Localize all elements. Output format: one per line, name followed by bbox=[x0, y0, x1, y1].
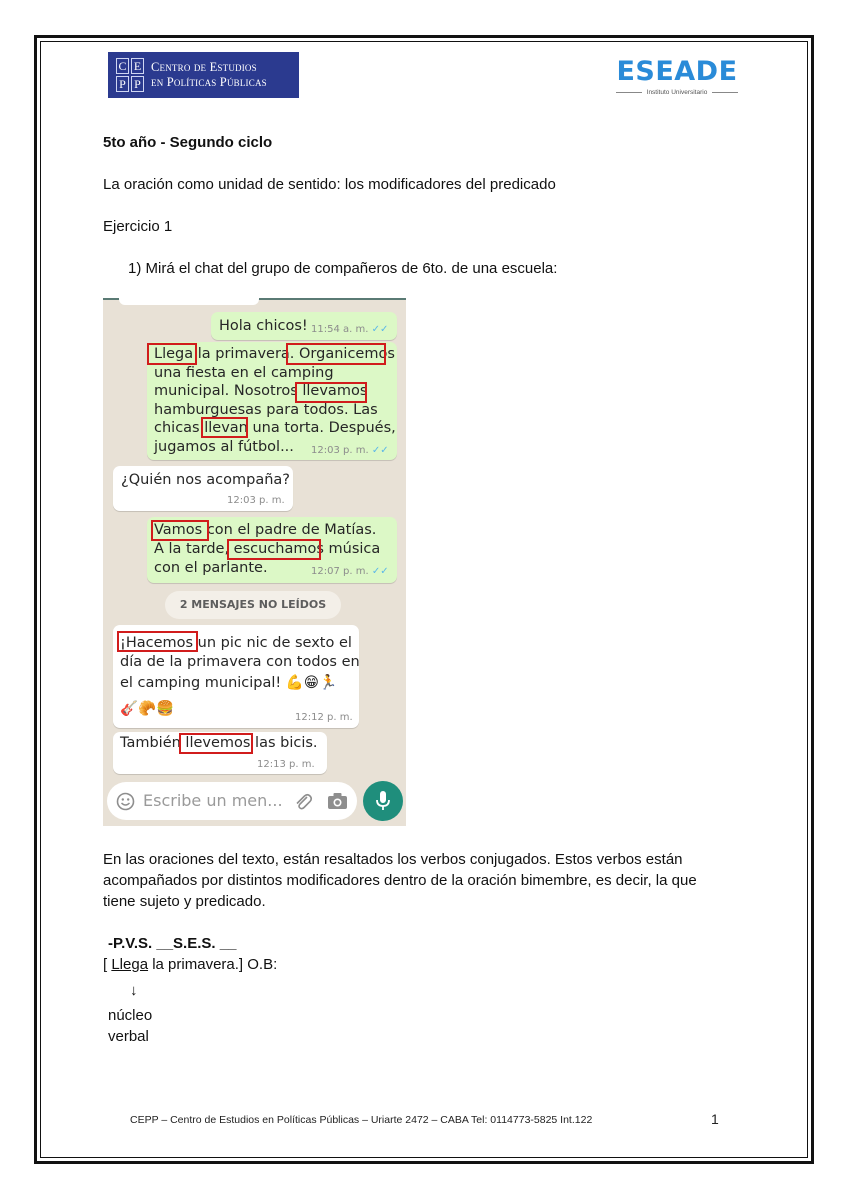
exercise-label: Ejercicio 1 bbox=[103, 218, 173, 235]
chat-input-placeholder[interactable]: Escribe un men... bbox=[143, 791, 283, 810]
chat-message-text: municipal. Nosotros llevamos bbox=[154, 383, 368, 399]
chat-message-text: jugamos al fútbol... bbox=[154, 438, 294, 455]
chat-timestamp bbox=[311, 324, 388, 335]
verb-highlight-box bbox=[179, 733, 253, 754]
chat-time: 12:03 p. m. bbox=[311, 445, 369, 456]
eseade-logo-tagline: Instituto Universitario bbox=[646, 89, 708, 96]
grade-heading: 5to año - Segundo ciclo bbox=[103, 134, 273, 151]
explanation-line: tiene sujeto y predicado. bbox=[103, 893, 266, 910]
chat-message-text: una fiesta en el camping bbox=[154, 364, 334, 381]
chat-message-text: Hola chicos! bbox=[219, 318, 308, 334]
analysis-verb: Llega bbox=[111, 956, 149, 973]
chat-message-text: ¡Hacemos un pic nic de sexto el bbox=[120, 635, 352, 651]
chat-message-emojis: 🎸🥐🍔 bbox=[120, 701, 175, 717]
chat-message-text: Llega la primavera. Organicemos bbox=[154, 346, 395, 362]
chat-timestamp: 12:13 p. m. bbox=[257, 759, 315, 770]
cepp-letter-grid bbox=[116, 58, 144, 92]
cepp-logo-line1: Centro de Estudios bbox=[151, 60, 257, 74]
eseade-logo bbox=[612, 56, 742, 96]
eseade-tagline-rule bbox=[616, 92, 642, 93]
chat-timestamp: 12:03 p. m. bbox=[227, 495, 285, 506]
verb-highlight-box bbox=[286, 343, 386, 365]
chat-screenshot bbox=[103, 298, 406, 826]
microphone-icon bbox=[375, 790, 391, 812]
chat-message-text: el camping municipal! 💪😁🏃 bbox=[120, 675, 338, 691]
unread-messages-banner: 2 MENSAJES NO LEÍDOS bbox=[165, 591, 341, 619]
read-ticks-icon: ✓✓ bbox=[371, 445, 389, 456]
chat-message-text: chicas llevan una torta. Después, bbox=[154, 420, 396, 436]
analysis-rest: la primavera.] O.B: bbox=[148, 956, 278, 973]
chat-message-text: hamburguesas para todos. Las bbox=[154, 401, 378, 418]
voice-record-button[interactable] bbox=[363, 781, 403, 821]
analysis-label: -P.V.S. __S.E.S. __ bbox=[108, 935, 237, 952]
chat-message-text: día de la primavera con todos en bbox=[120, 654, 360, 670]
chat-input-bar[interactable] bbox=[107, 782, 357, 820]
analysis-note: verbal bbox=[108, 1028, 149, 1045]
cepp-logo-text bbox=[151, 60, 267, 90]
chat-time: 12:07 p. m. bbox=[311, 566, 369, 577]
analysis-note: núcleo bbox=[108, 1007, 153, 1024]
chat-timestamp: 12:12 p. m. bbox=[295, 712, 353, 723]
cepp-letter: P bbox=[131, 76, 144, 92]
page-footer: CEPP – Centro de Estudios en Políticas Públicas – Uriarte 2472 – CABA Tel: 0114773-5825 Int.122 bbox=[130, 1114, 593, 1126]
read-ticks-icon: ✓✓ bbox=[371, 566, 389, 577]
chat-time: 11:54 a. m. bbox=[311, 324, 369, 335]
emoji-icon[interactable] bbox=[116, 792, 135, 811]
eseade-logo-tagline-row bbox=[612, 89, 742, 96]
cepp-letter: E bbox=[131, 58, 144, 74]
verb-highlight-box bbox=[295, 382, 367, 403]
topic-line: La oración como unidad de sentido: los modificadores del predicado bbox=[103, 176, 556, 193]
chat-timestamp bbox=[311, 566, 389, 577]
down-arrow-icon: ↓ bbox=[130, 982, 138, 999]
chat-message-text: ¿Quién nos acompaña? bbox=[121, 472, 290, 488]
camera-icon[interactable] bbox=[327, 792, 348, 810]
cepp-letter: C bbox=[116, 58, 129, 74]
exercise-instruction: 1) Mirá el chat del grupo de compañeros de 6to. de una escuela: bbox=[128, 260, 558, 277]
chat-message-text: Vamos con el padre de Matías. bbox=[154, 522, 377, 538]
previous-message-edge bbox=[119, 298, 259, 305]
cepp-logo bbox=[108, 52, 299, 98]
analysis-open-bracket: [ bbox=[103, 956, 112, 973]
explanation-line: En las oraciones del texto, están resaltados los verbos conjugados. Estos verbos están bbox=[103, 851, 683, 868]
read-ticks-icon: ✓✓ bbox=[371, 324, 389, 335]
verb-highlight-box bbox=[151, 520, 209, 541]
verb-highlight-box bbox=[201, 417, 248, 438]
eseade-logo-name: ESEADE bbox=[616, 56, 738, 87]
explanation-line: acompañados por distintos modificadores dentro de la oración bimembre, es decir, la que bbox=[103, 872, 697, 889]
chat-message-text: con el parlante. bbox=[154, 560, 268, 576]
chat-timestamp bbox=[311, 445, 389, 456]
page-number: 1 bbox=[711, 1111, 719, 1127]
attach-paperclip-icon[interactable] bbox=[293, 792, 313, 811]
cepp-letter: P bbox=[116, 76, 129, 92]
eseade-tagline-rule bbox=[712, 92, 738, 93]
verb-highlight-box bbox=[227, 539, 321, 560]
cepp-logo-line2: en Políticas Públicas bbox=[151, 75, 267, 89]
verb-highlight-box bbox=[147, 343, 197, 365]
chat-message-text: A la tarde, escuchamos música bbox=[154, 541, 381, 557]
verb-highlight-box bbox=[117, 631, 198, 652]
chat-message-text: También llevemos las bicis. bbox=[120, 735, 318, 751]
analysis-sentence bbox=[103, 955, 277, 974]
